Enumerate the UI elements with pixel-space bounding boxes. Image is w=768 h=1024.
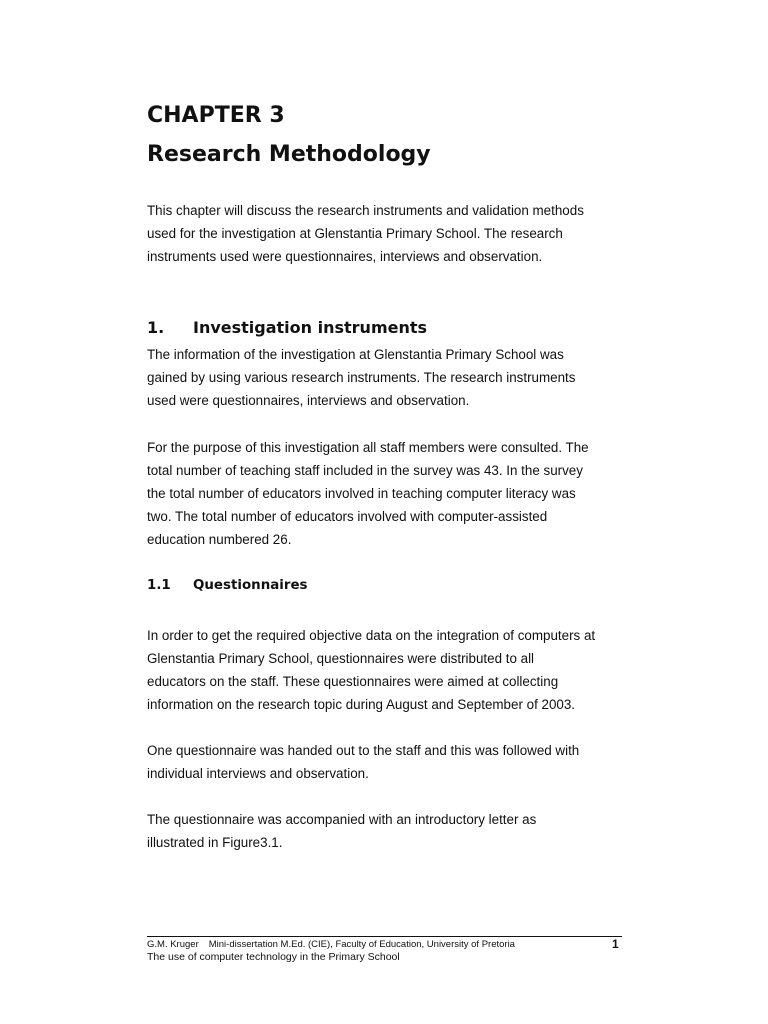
- subsection-paragraph: [147, 739, 637, 785]
- text-line: gained by using various research instruments. The research instruments: [147, 370, 576, 385]
- text-line: For the purpose of this investigation all staff members were consulted. The: [147, 440, 589, 455]
- text-line: individual interviews and observation.: [147, 766, 369, 781]
- text-line: Glenstantia Primary School, questionnaires were distributed to all: [147, 651, 535, 666]
- intro-paragraph: [147, 199, 637, 268]
- section-paragraph: [147, 436, 637, 551]
- text-line: information on the research topic during August and September of 2003.: [147, 697, 576, 712]
- footer-author: G.M. Kruger: [147, 939, 199, 950]
- text-line: the total number of educators involved in teaching computer literacy was: [147, 486, 576, 501]
- section-number: 1.: [147, 318, 165, 337]
- section-heading: [147, 316, 427, 340]
- text-line: instruments used were questionnaires, interviews and observation.: [147, 249, 543, 264]
- text-line: illustrated in Figure3.1.: [147, 835, 283, 850]
- text-line: In order to get the required objective data on the integration of computers at: [147, 628, 596, 643]
- page-number: 1: [612, 937, 619, 951]
- chapter-title: Research Methodology: [147, 142, 431, 167]
- subsection-heading: [147, 575, 308, 597]
- text-line: two. The total number of educators involved with computer-assisted: [147, 509, 548, 524]
- subsection-title: Questionnaires: [193, 578, 308, 593]
- text-line: This chapter will discuss the research instruments and validation methods: [147, 203, 584, 218]
- text-line: total number of teaching staff included in the survey was 43. In the survey: [147, 463, 583, 478]
- text-line: One questionnaire was handed out to the staff and this was followed with: [147, 743, 580, 758]
- footer-divider: [147, 936, 622, 937]
- subsection-paragraph: [147, 624, 637, 716]
- text-line: education numbered 26.: [147, 532, 292, 547]
- text-line: The questionnaire was accompanied with an introductory letter as: [147, 812, 537, 827]
- footer-description: Mini-dissertation M.Ed. (CIE), Faculty of Education, University of Pretoria: [208, 939, 515, 950]
- text-line: used for the investigation at Glenstantia Primary School. The research: [147, 226, 563, 241]
- text-line: The information of the investigation at Glenstantia Primary School was: [147, 347, 564, 362]
- subsection-number: 1.1: [147, 578, 171, 593]
- section-title: Investigation instruments: [193, 318, 428, 337]
- subsection-paragraph: [147, 808, 637, 854]
- footer-author-line: [147, 939, 515, 951]
- footer-title: The use of computer technology in the Primary School: [147, 951, 400, 963]
- text-line: used were questionnaires, interviews and observation.: [147, 393, 470, 408]
- text-line: educators on the staff. These questionnaires were aimed at collecting: [147, 674, 559, 689]
- chapter-label: CHAPTER 3: [147, 103, 285, 128]
- section-paragraph: [147, 343, 637, 412]
